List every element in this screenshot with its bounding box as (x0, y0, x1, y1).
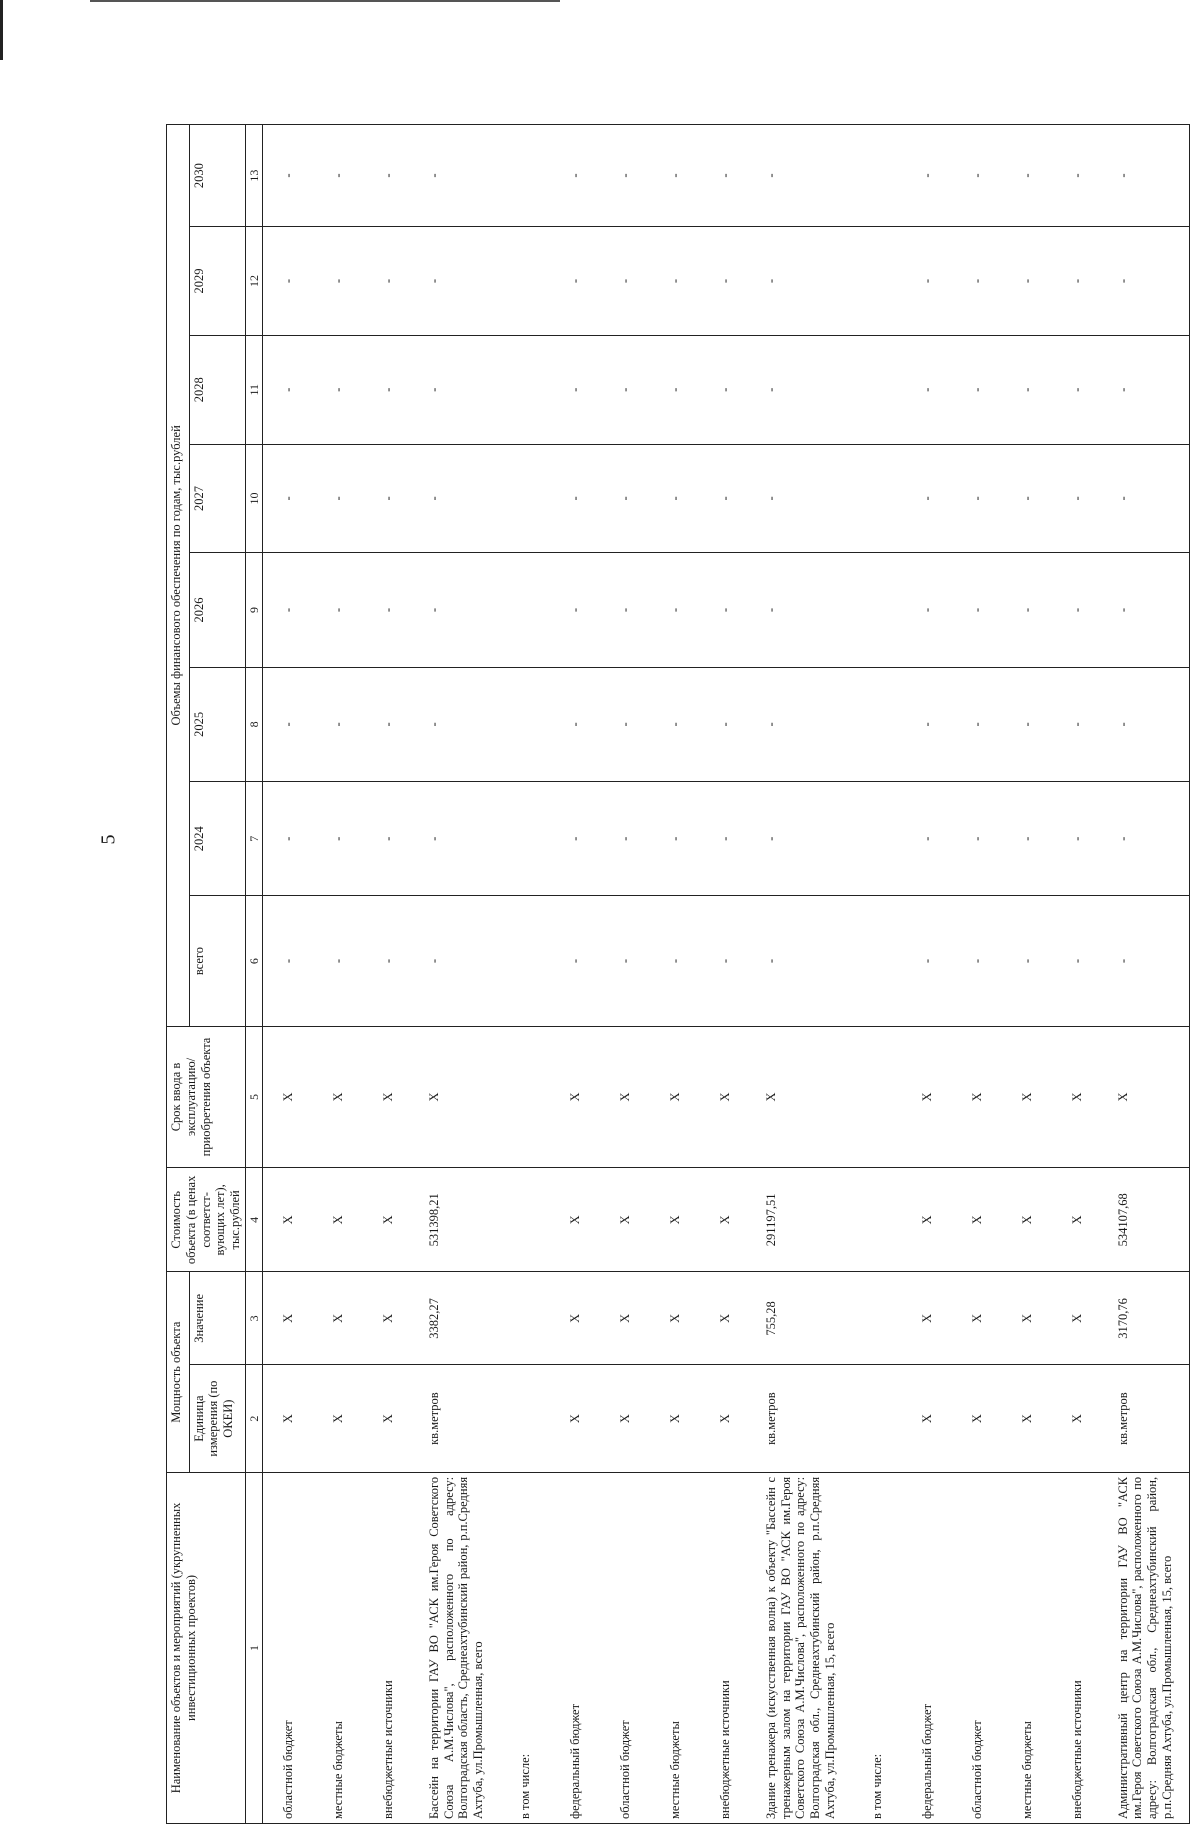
cost-cell: X (600, 1168, 650, 1272)
year-cell: - (1002, 125, 1052, 227)
table-row (313, 125, 363, 1824)
term-cell: X (413, 1026, 500, 1168)
unit-cell: кв.метров (1102, 1365, 1190, 1473)
header-financing: Объемы финансового обеспечения по годам, тыс.рублей (167, 125, 190, 1027)
table-row (413, 125, 500, 1824)
cost-cell: X (700, 1168, 750, 1272)
column-number-row (245, 125, 262, 1824)
unit-cell: X (902, 1365, 952, 1473)
year-cell: - (413, 444, 500, 553)
year-cell: - (363, 227, 413, 336)
value-cell: 755,28 (750, 1272, 852, 1365)
total-cell: - (750, 896, 852, 1026)
total-cell: - (262, 896, 313, 1026)
year-cell: - (1102, 667, 1190, 781)
row-name: внебюджетные источники (1052, 1472, 1102, 1823)
value-cell: X (952, 1272, 1002, 1365)
table-body (262, 125, 1189, 1824)
year-cell: - (902, 335, 952, 444)
row-name: в том числе: (852, 1472, 902, 1823)
term-cell: X (550, 1026, 600, 1168)
year-cell: - (1002, 335, 1052, 444)
cost-cell: 534107,68 (1102, 1168, 1190, 1272)
cost-cell: X (1002, 1168, 1052, 1272)
year-cell: - (1102, 125, 1190, 227)
year-cell: - (1052, 667, 1102, 781)
total-cell: - (313, 896, 363, 1026)
year-cell (500, 782, 550, 896)
page-number: 5 (97, 834, 120, 845)
unit-cell: X (1052, 1365, 1102, 1473)
table-row (750, 125, 852, 1824)
unit-cell: X (262, 1365, 313, 1473)
year-cell: - (313, 227, 363, 336)
year-cell: - (1052, 125, 1102, 227)
term-cell: X (363, 1026, 413, 1168)
year-cell: - (700, 444, 750, 553)
year-cell: - (363, 125, 413, 227)
year-cell: - (1002, 227, 1052, 336)
term-cell: X (700, 1026, 750, 1168)
value-cell (852, 1272, 902, 1365)
year-cell: - (363, 667, 413, 781)
year-cell: - (550, 444, 600, 553)
term-cell: X (1052, 1026, 1102, 1168)
cost-cell: X (313, 1168, 363, 1272)
column-number: 7 (245, 782, 262, 896)
cost-cell: 291197,51 (750, 1168, 852, 1272)
table-container (166, 104, 1174, 1824)
table-row (1052, 125, 1102, 1824)
value-cell: X (700, 1272, 750, 1365)
year-cell: - (750, 335, 852, 444)
unit-cell (852, 1365, 902, 1473)
year-cell: - (413, 335, 500, 444)
header-name: Наименование объектов и мероприятий (укрупненных инвестиционных проектов) (167, 1472, 246, 1823)
year-cell (852, 444, 902, 553)
scan-edge-top (90, 0, 560, 2)
term-cell: X (1002, 1026, 1052, 1168)
year-cell: - (700, 125, 750, 227)
header-total: всего (189, 896, 245, 1026)
cost-cell: X (550, 1168, 600, 1272)
row-name: Бассейн на территории ГАУ ВО "АСК им.Героя Советского Союза А.М.Числова", расположенного по адресу: Волгоградская область, Среднеахтубинский район, р.п.Средняя Ахтуба, ул.Промышленная, всего (413, 1472, 500, 1823)
year-cell: - (650, 782, 700, 896)
header-year: 2024 (189, 782, 245, 896)
row-name: местные бюджеты (1002, 1472, 1052, 1823)
value-cell: 3170,76 (1102, 1272, 1190, 1365)
term-cell (852, 1026, 902, 1168)
column-number: 12 (245, 227, 262, 336)
year-cell: - (952, 125, 1002, 227)
year-cell: - (902, 125, 952, 227)
unit-cell (500, 1365, 550, 1473)
year-cell: - (600, 227, 650, 336)
cost-cell: X (262, 1168, 313, 1272)
header-year: 2029 (189, 227, 245, 336)
header-year: 2025 (189, 667, 245, 781)
table-row (550, 125, 600, 1824)
header-term: Срок ввода в эксплуатацию/ приобретения объекта (167, 1026, 246, 1168)
year-cell: - (1002, 553, 1052, 667)
value-cell: X (650, 1272, 700, 1365)
unit-cell: X (363, 1365, 413, 1473)
year-cell: - (902, 782, 952, 896)
total-cell: - (952, 896, 1002, 1026)
row-name: Здание тренажера (искусственная волна) к объекту "Бассейн с тренажерным залом на территории ГАУ ВО "АСК им.Героя Советского Союза А.М.Числова", расположенного по адресу: Волгоградская обл., Среднеахтубинский район, р.п.Средняя Ахтуба, ул.Промышленная, 15, всего (750, 1472, 852, 1823)
year-cell: - (1002, 782, 1052, 896)
total-cell: - (413, 896, 500, 1026)
year-cell: - (600, 335, 650, 444)
year-cell: - (550, 667, 600, 781)
year-cell: - (750, 444, 852, 553)
header-value: Значение (189, 1272, 245, 1365)
year-cell: - (363, 335, 413, 444)
table-row (1102, 125, 1190, 1824)
year-cell: - (902, 227, 952, 336)
year-cell: - (313, 444, 363, 553)
year-cell: - (1102, 782, 1190, 896)
year-cell: - (952, 227, 1002, 336)
year-cell: - (262, 444, 313, 553)
table-row (650, 125, 700, 1824)
year-cell (500, 227, 550, 336)
unit-cell: X (600, 1365, 650, 1473)
unit-cell: X (700, 1365, 750, 1473)
header-unit: Единица измерения (по ОКЕИ) (189, 1365, 245, 1473)
cost-cell (852, 1168, 902, 1272)
column-number: 6 (245, 896, 262, 1026)
value-cell: X (1052, 1272, 1102, 1365)
year-cell: - (413, 227, 500, 336)
header-cost: Стоимость объекта (в ценах соответст-вующих лет), тыс.рублей (167, 1168, 246, 1272)
year-cell: - (600, 782, 650, 896)
cost-cell: X (902, 1168, 952, 1272)
year-cell: - (650, 125, 700, 227)
table-row (500, 125, 550, 1824)
term-cell: X (1102, 1026, 1190, 1168)
total-cell: - (1052, 896, 1102, 1026)
year-cell: - (700, 782, 750, 896)
year-cell: - (413, 125, 500, 227)
column-number: 2 (245, 1365, 262, 1473)
table-row (902, 125, 952, 1824)
year-cell: - (700, 335, 750, 444)
term-cell: X (262, 1026, 313, 1168)
year-cell: - (1052, 782, 1102, 896)
year-cell: - (1052, 335, 1102, 444)
year-cell: - (262, 335, 313, 444)
year-cell: - (262, 553, 313, 667)
year-cell: - (413, 782, 500, 896)
total-cell: - (600, 896, 650, 1026)
year-cell (500, 553, 550, 667)
year-cell: - (952, 444, 1002, 553)
table-row (363, 125, 413, 1824)
year-cell (500, 125, 550, 227)
year-cell: - (262, 227, 313, 336)
column-number: 1 (245, 1472, 262, 1823)
total-cell (852, 896, 902, 1026)
year-cell: - (902, 667, 952, 781)
table-row (262, 125, 313, 1824)
term-cell: X (750, 1026, 852, 1168)
cost-cell: X (1052, 1168, 1102, 1272)
column-number: 8 (245, 667, 262, 781)
unit-cell: X (550, 1365, 600, 1473)
term-cell: X (952, 1026, 1002, 1168)
year-cell: - (750, 125, 852, 227)
year-cell (852, 667, 902, 781)
year-cell: - (550, 125, 600, 227)
row-name: областной бюджет (262, 1472, 313, 1823)
row-name: местные бюджеты (650, 1472, 700, 1823)
financing-table (166, 124, 1190, 1824)
year-cell: - (600, 553, 650, 667)
unit-cell: X (650, 1365, 700, 1473)
header-year: 2026 (189, 553, 245, 667)
year-cell: - (262, 782, 313, 896)
value-cell: X (363, 1272, 413, 1365)
value-cell: X (550, 1272, 600, 1365)
scan-edge (0, 0, 3, 60)
year-cell (852, 553, 902, 667)
year-cell: - (952, 782, 1002, 896)
year-cell: - (413, 553, 500, 667)
row-name: в том числе: (500, 1472, 550, 1823)
year-cell (500, 444, 550, 553)
unit-cell: кв.метров (413, 1365, 500, 1473)
column-number: 3 (245, 1272, 262, 1365)
header-year: 2030 (189, 125, 245, 227)
value-cell: X (1002, 1272, 1052, 1365)
year-cell: - (1102, 335, 1190, 444)
row-name: федеральный бюджет (902, 1472, 952, 1823)
year-cell: - (600, 125, 650, 227)
year-cell: - (650, 335, 700, 444)
column-number: 4 (245, 1168, 262, 1272)
term-cell: X (902, 1026, 952, 1168)
year-cell: - (750, 782, 852, 896)
year-cell: - (952, 553, 1002, 667)
year-cell: - (902, 444, 952, 553)
value-cell (500, 1272, 550, 1365)
year-cell: - (313, 667, 363, 781)
year-cell (500, 667, 550, 781)
year-cell: - (1002, 444, 1052, 553)
cost-cell: 531398,21 (413, 1168, 500, 1272)
table-row (952, 125, 1002, 1824)
year-cell: - (650, 667, 700, 781)
year-cell: - (952, 667, 1002, 781)
year-cell (500, 335, 550, 444)
year-cell: - (700, 553, 750, 667)
year-cell: - (650, 553, 700, 667)
value-cell: X (902, 1272, 952, 1365)
year-cell: - (313, 335, 363, 444)
term-cell: X (650, 1026, 700, 1168)
column-number: 11 (245, 335, 262, 444)
year-cell: - (313, 782, 363, 896)
year-cell: - (363, 553, 413, 667)
year-cell: - (1102, 444, 1190, 553)
year-cell (852, 335, 902, 444)
total-cell: - (1102, 896, 1190, 1026)
row-name: областной бюджет (600, 1472, 650, 1823)
year-cell: - (550, 335, 600, 444)
year-cell: - (700, 227, 750, 336)
term-cell: X (600, 1026, 650, 1168)
unit-cell: X (1002, 1365, 1052, 1473)
year-cell: - (952, 335, 1002, 444)
year-cell: - (413, 667, 500, 781)
row-name: федеральный бюджет (550, 1472, 600, 1823)
year-cell: - (313, 125, 363, 227)
total-cell: - (363, 896, 413, 1026)
value-cell: X (313, 1272, 363, 1365)
year-cell: - (1052, 553, 1102, 667)
cost-cell: X (363, 1168, 413, 1272)
row-name: местные бюджеты (313, 1472, 363, 1823)
value-cell: 3382,27 (413, 1272, 500, 1365)
column-number: 9 (245, 553, 262, 667)
header-capacity: Мощность объекта (167, 1272, 190, 1472)
column-number: 5 (245, 1026, 262, 1168)
table-row (1002, 125, 1052, 1824)
year-cell: - (600, 444, 650, 553)
cost-cell (500, 1168, 550, 1272)
year-cell: - (1102, 227, 1190, 336)
total-cell: - (1002, 896, 1052, 1026)
total-cell: - (700, 896, 750, 1026)
rotated-page (166, 104, 1174, 1824)
year-cell: - (750, 667, 852, 781)
term-cell: X (313, 1026, 363, 1168)
year-cell: - (600, 667, 650, 781)
term-cell (500, 1026, 550, 1168)
year-cell (852, 227, 902, 336)
table-row (852, 125, 902, 1824)
year-cell: - (262, 667, 313, 781)
row-name: внебюджетные источники (363, 1472, 413, 1823)
unit-cell: X (313, 1365, 363, 1473)
year-cell: - (550, 553, 600, 667)
year-cell: - (1102, 553, 1190, 667)
cost-cell: X (952, 1168, 1002, 1272)
year-cell: - (550, 782, 600, 896)
unit-cell: кв.метров (750, 1365, 852, 1473)
total-cell: - (902, 896, 952, 1026)
row-name: внебюджетные источники (700, 1472, 750, 1823)
value-cell: X (262, 1272, 313, 1365)
value-cell: X (600, 1272, 650, 1365)
header-year: 2027 (189, 444, 245, 553)
row-name: Административный центр на территории ГАУ ВО "АСК им.Героя Советского Союза А.М.Числова", расположенного по адресу: Волгоградская обл., Среднеахтубинский район, р.п.Средняя Ахтуба, ул.Промышленная, 15, всего (1102, 1472, 1190, 1823)
year-cell: - (363, 782, 413, 896)
cost-cell: X (650, 1168, 700, 1272)
unit-cell: X (952, 1365, 1002, 1473)
year-cell: - (1052, 444, 1102, 553)
total-cell: - (550, 896, 600, 1026)
column-number: 13 (245, 125, 262, 227)
year-cell: - (750, 553, 852, 667)
table-row (600, 125, 650, 1824)
table-row (700, 125, 750, 1824)
year-cell: - (650, 444, 700, 553)
year-cell: - (1002, 667, 1052, 781)
row-name: областной бюджет (952, 1472, 1002, 1823)
year-cell: - (550, 227, 600, 336)
year-cell: - (313, 553, 363, 667)
year-cell (852, 125, 902, 227)
year-cell: - (363, 444, 413, 553)
total-cell: - (650, 896, 700, 1026)
header-year: 2028 (189, 335, 245, 444)
total-cell (500, 896, 550, 1026)
column-number: 10 (245, 444, 262, 553)
year-cell: - (750, 227, 852, 336)
year-cell: - (1052, 227, 1102, 336)
year-cell: - (902, 553, 952, 667)
year-cell (852, 782, 902, 896)
year-cell: - (700, 667, 750, 781)
year-cell: - (650, 227, 700, 336)
year-cell: - (262, 125, 313, 227)
